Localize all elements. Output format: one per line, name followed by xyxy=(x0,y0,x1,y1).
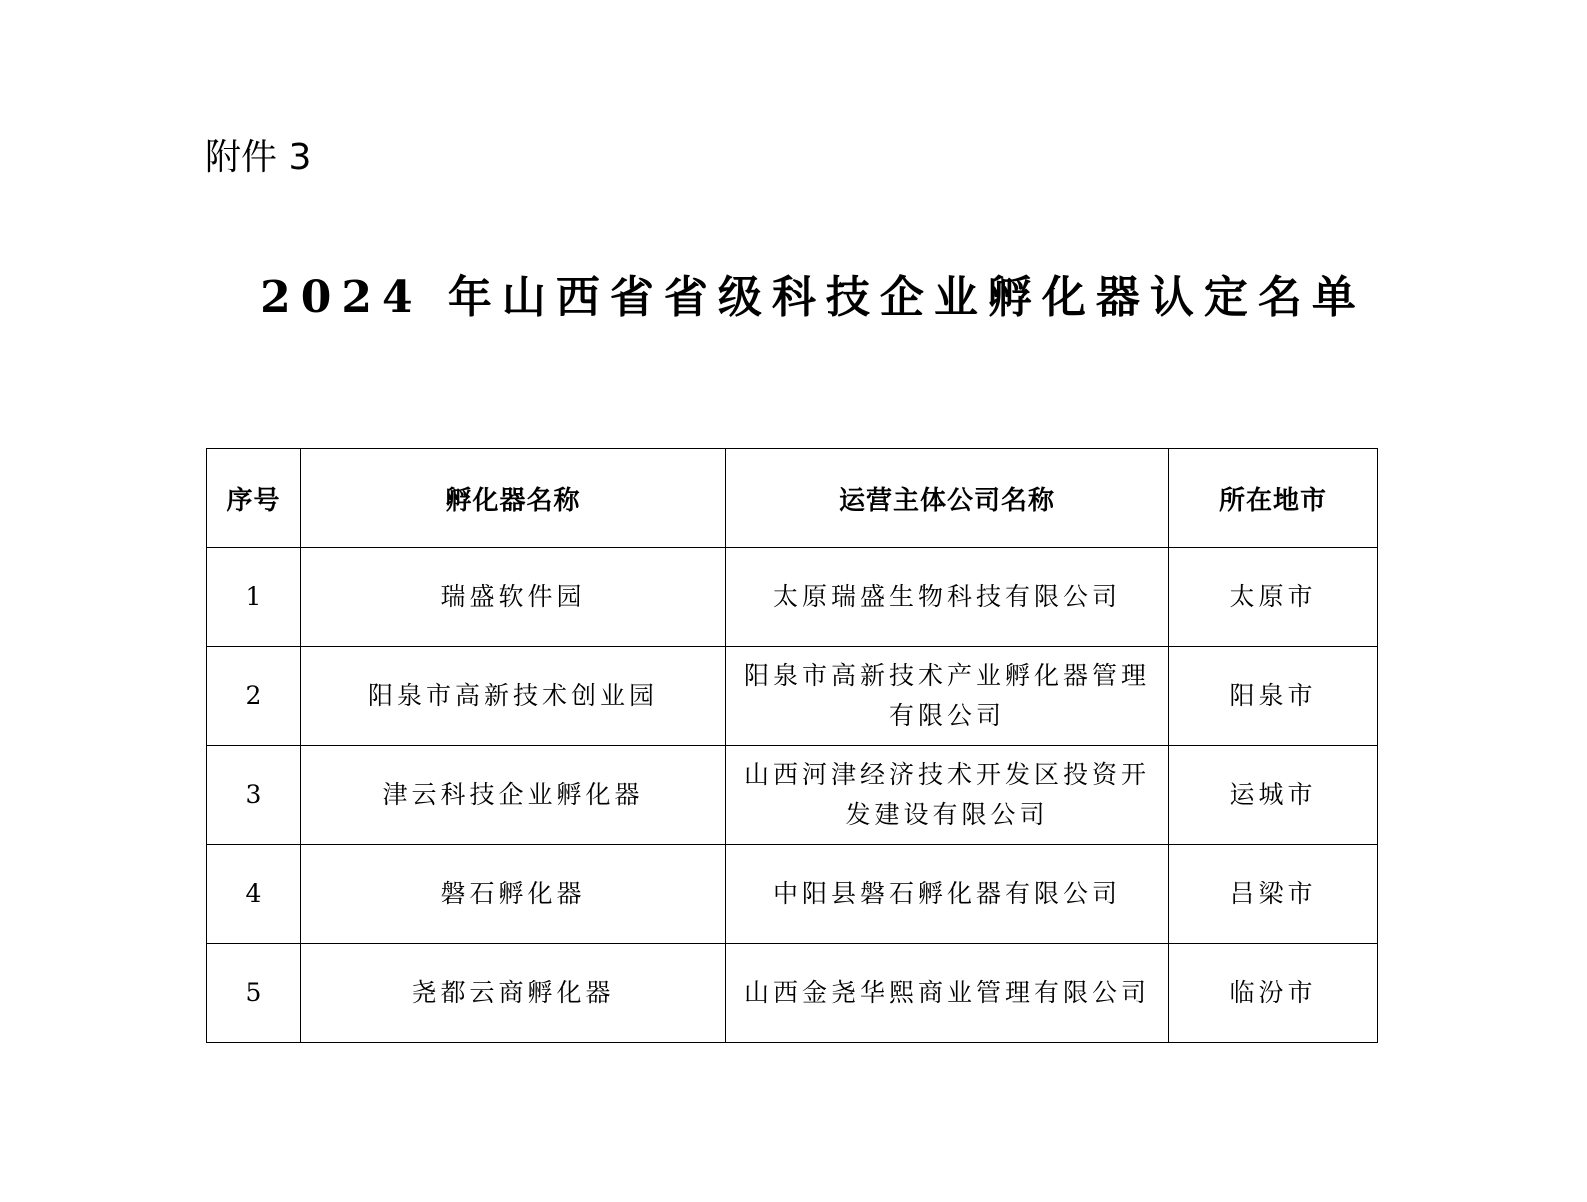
cell-incubator-name: 津云科技企业孵化器 xyxy=(301,746,726,845)
table-row xyxy=(207,647,1378,746)
table-header-row xyxy=(207,449,1378,548)
attachment-label: 附件 3 xyxy=(205,137,312,178)
cell-index: 1 xyxy=(207,548,301,647)
cell-operator-name: 阳泉市高新技术产业孵化器管理有限公司 xyxy=(726,647,1169,746)
cell-city: 吕梁市 xyxy=(1169,845,1378,944)
incubator-table xyxy=(206,448,1378,1043)
cell-operator-name: 山西河津经济技术开发区投资开发建设有限公司 xyxy=(726,746,1169,845)
header-operator-name: 运营主体公司名称 xyxy=(726,449,1169,548)
cell-incubator-name: 阳泉市高新技术创业园 xyxy=(301,647,726,746)
cell-operator-name: 中阳县磐石孵化器有限公司 xyxy=(726,845,1169,944)
cell-operator-name: 太原瑞盛生物科技有限公司 xyxy=(726,548,1169,647)
cell-city: 阳泉市 xyxy=(1169,647,1378,746)
cell-city: 运城市 xyxy=(1169,746,1378,845)
cell-index: 3 xyxy=(207,746,301,845)
cell-index: 5 xyxy=(207,944,301,1043)
table-row xyxy=(207,944,1378,1043)
table-row xyxy=(207,845,1378,944)
cell-city: 临汾市 xyxy=(1169,944,1378,1043)
cell-city: 太原市 xyxy=(1169,548,1378,647)
cell-index: 4 xyxy=(207,845,301,944)
header-city: 所在地市 xyxy=(1169,449,1378,548)
cell-index: 2 xyxy=(207,647,301,746)
header-incubator-name: 孵化器名称 xyxy=(301,449,726,548)
cell-operator-name: 山西金尧华熙商业管理有限公司 xyxy=(726,944,1169,1043)
table-row xyxy=(207,746,1378,845)
cell-incubator-name: 尧都云商孵化器 xyxy=(301,944,726,1043)
cell-incubator-name: 瑞盛软件园 xyxy=(301,548,726,647)
header-index: 序号 xyxy=(207,449,301,548)
document-title: 2024 年山西省省级科技企业孵化器认定名单 xyxy=(260,272,1366,323)
cell-incubator-name: 磐石孵化器 xyxy=(301,845,726,944)
table-row xyxy=(207,548,1378,647)
